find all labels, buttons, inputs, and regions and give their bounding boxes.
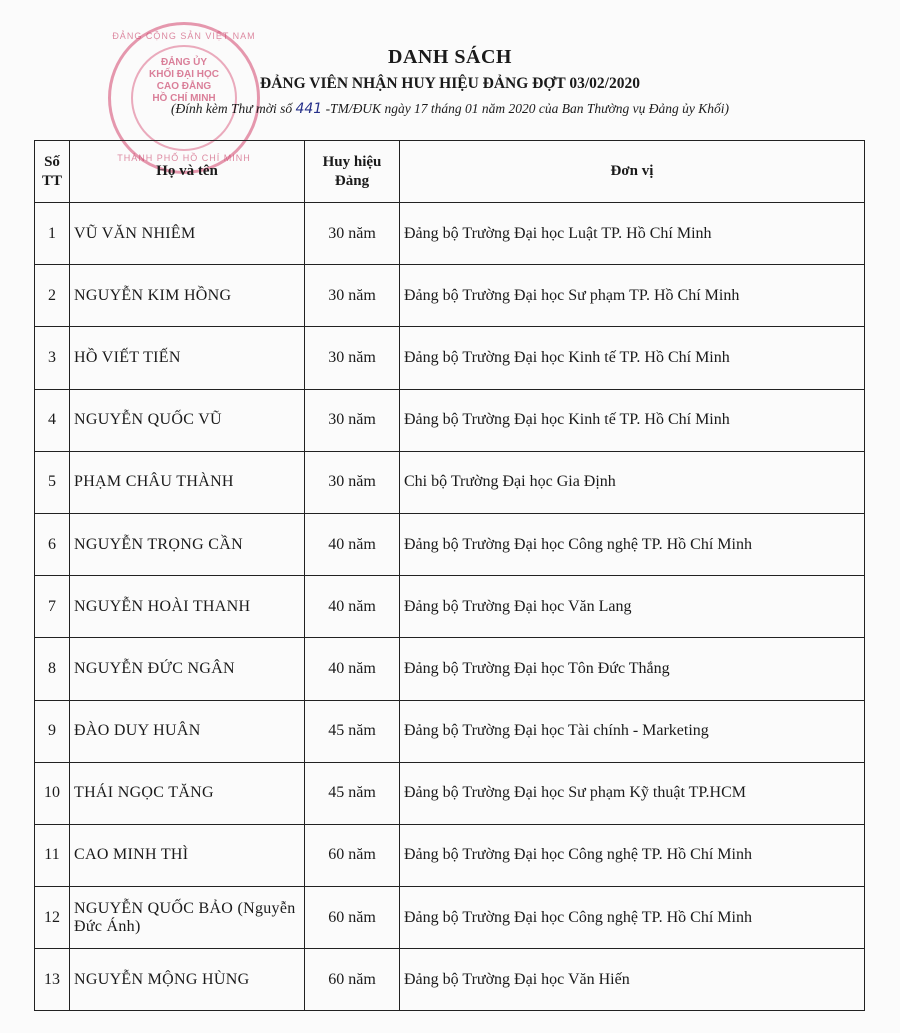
document-title: DANH SÁCH — [388, 46, 512, 68]
row-stt: 12 — [35, 887, 70, 949]
table-body — [35, 203, 865, 1011]
row-name: NGUYỄN MỘNG HÙNG — [70, 949, 305, 1011]
table-row — [35, 824, 865, 886]
row-unit: Đảng bộ Trường Đại học Công nghệ TP. Hồ Chí Minh — [400, 513, 865, 575]
row-stt: 4 — [35, 389, 70, 451]
row-stt: 10 — [35, 762, 70, 824]
row-unit: Đảng bộ Trường Đại học Tôn Đức Thắng — [400, 638, 865, 700]
row-name: HỒ VIẾT TIẾN — [70, 327, 305, 389]
row-unit: Đảng bộ Trường Đại học Sư phạm Kỹ thuật TP.HCM — [400, 762, 865, 824]
handwritten-number: 441 — [295, 101, 323, 117]
row-unit: Đảng bộ Trường Đại học Tài chính - Marketing — [400, 700, 865, 762]
row-unit: Đảng bộ Trường Đại học Luật TP. Hồ Chí Minh — [400, 203, 865, 265]
table-row — [35, 762, 865, 824]
row-unit: Đảng bộ Trường Đại học Công nghệ TP. Hồ Chí Minh — [400, 824, 865, 886]
row-badge: 45 năm — [305, 762, 400, 824]
row-name: NGUYỄN QUỐC VŨ — [70, 389, 305, 451]
row-badge: 45 năm — [305, 700, 400, 762]
row-unit: Đảng bộ Trường Đại học Văn Lang — [400, 576, 865, 638]
row-stt: 1 — [35, 203, 70, 265]
note-prefix: (Đính kèm Thư mời số — [171, 101, 296, 116]
row-badge: 60 năm — [305, 824, 400, 886]
seal-center-text: ĐẢNG ỦY KHỐI ĐẠI HỌC CAO ĐẲNG HỒ CHÍ MINH — [149, 57, 219, 104]
row-stt: 6 — [35, 513, 70, 575]
table-row — [35, 949, 865, 1011]
table-row — [35, 576, 865, 638]
row-name: ĐÀO DUY HUÂN — [70, 700, 305, 762]
seal-ring-top: ĐẢNG CỘNG SẢN VIỆT NAM — [112, 31, 256, 41]
row-unit: Đảng bộ Trường Đại học Kinh tế TP. Hồ Chí Minh — [400, 389, 865, 451]
table-row — [35, 700, 865, 762]
header-name: Họ và tên — [70, 141, 305, 203]
header-stt: Số TT — [35, 141, 70, 203]
table-row — [35, 887, 865, 949]
header-unit: Đơn vị — [400, 141, 865, 203]
header-badge: Huy hiệu Đảng — [305, 141, 400, 203]
row-name: CAO MINH THÌ — [70, 824, 305, 886]
row-stt: 5 — [35, 451, 70, 513]
row-stt: 3 — [35, 327, 70, 389]
table-row — [35, 638, 865, 700]
row-unit: Đảng bộ Trường Đại học Công nghệ TP. Hồ Chí Minh — [400, 887, 865, 949]
table-header-row — [35, 141, 865, 203]
row-badge: 30 năm — [305, 327, 400, 389]
row-badge: 30 năm — [305, 203, 400, 265]
member-table — [34, 140, 865, 1011]
document-subtitle: ĐẢNG VIÊN NHẬN HUY HIỆU ĐẢNG ĐỢT 03/02/2020 — [260, 75, 640, 92]
row-name: PHẠM CHÂU THÀNH — [70, 451, 305, 513]
row-badge: 30 năm — [305, 451, 400, 513]
table-row — [35, 513, 865, 575]
table-row — [35, 203, 865, 265]
row-stt: 9 — [35, 700, 70, 762]
table-row — [35, 389, 865, 451]
row-unit: Đảng bộ Trường Đại học Văn Hiến — [400, 949, 865, 1011]
row-badge: 60 năm — [305, 887, 400, 949]
table-row — [35, 451, 865, 513]
row-badge: 40 năm — [305, 576, 400, 638]
row-unit: Chi bộ Trường Đại học Gia Định — [400, 451, 865, 513]
row-unit: Đảng bộ Trường Đại học Kinh tế TP. Hồ Chí Minh — [400, 327, 865, 389]
row-stt: 13 — [35, 949, 70, 1011]
row-name: THÁI NGỌC TĂNG — [70, 762, 305, 824]
row-badge: 30 năm — [305, 265, 400, 327]
row-name: NGUYỄN QUỐC BẢO (Nguyễn Đức Ánh) — [70, 887, 305, 949]
row-badge: 60 năm — [305, 949, 400, 1011]
row-name: NGUYỄN ĐỨC NGÂN — [70, 638, 305, 700]
row-stt: 2 — [35, 265, 70, 327]
row-stt: 7 — [35, 576, 70, 638]
row-name: NGUYỄN HOÀI THANH — [70, 576, 305, 638]
row-stt: 11 — [35, 824, 70, 886]
row-unit: Đảng bộ Trường Đại học Sư phạm TP. Hồ Chí Minh — [400, 265, 865, 327]
seal-ring-bottom: THÀNH PHỐ HỒ CHÍ MINH — [117, 153, 251, 163]
row-badge: 40 năm — [305, 638, 400, 700]
note-suffix: -TM/ĐUK ngày 17 tháng 01 năm 2020 của Ban Thường vụ Đảng ủy Khối) — [322, 101, 729, 116]
row-name: VŨ VĂN NHIÊM — [70, 203, 305, 265]
row-badge: 40 năm — [305, 513, 400, 575]
row-name: NGUYỄN TRỌNG CẦN — [70, 513, 305, 575]
row-stt: 8 — [35, 638, 70, 700]
row-badge: 30 năm — [305, 389, 400, 451]
table-row — [35, 327, 865, 389]
attachment-note — [0, 101, 900, 117]
row-name: NGUYỄN KIM HỒNG — [70, 265, 305, 327]
table-row — [35, 265, 865, 327]
